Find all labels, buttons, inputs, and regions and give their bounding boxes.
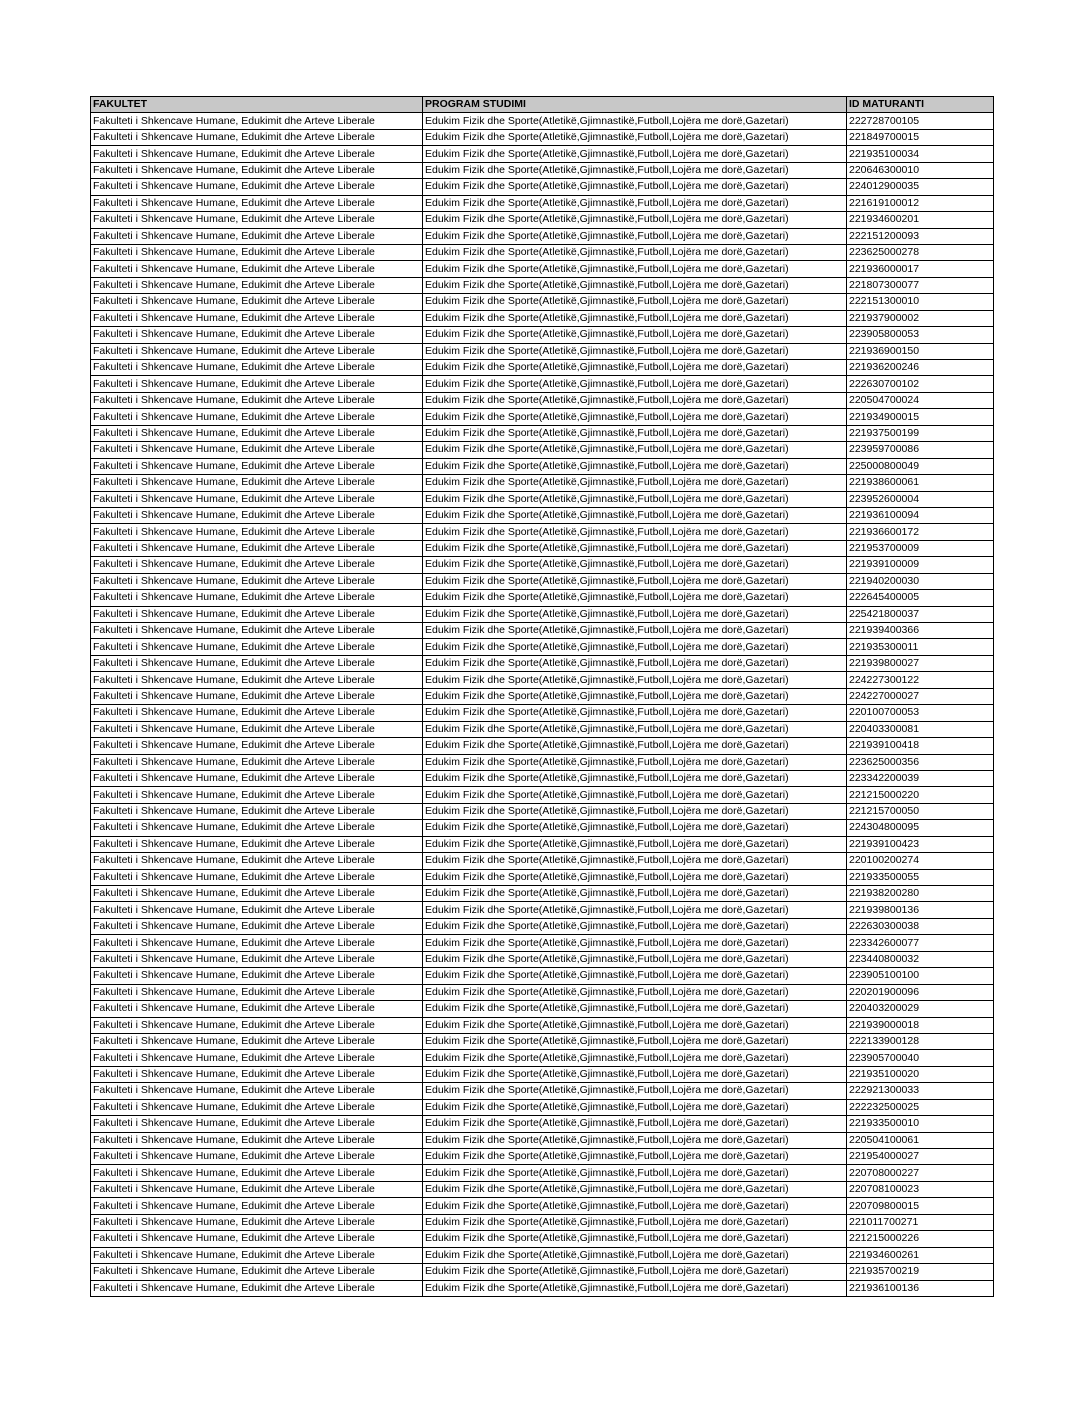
faculty-cell: Fakulteti i Shkencave Humane, Edukimit dhe Arteve Liberale bbox=[91, 294, 423, 310]
program-cell: Edukim Fizik dhe Sporte(Atletikë,Gjimnastikë,Futboll,Lojëra me dorë,Gazetari) bbox=[423, 360, 847, 376]
id-cell: 223440800032 bbox=[847, 951, 994, 967]
id-cell: 220403200029 bbox=[847, 1001, 994, 1017]
id-cell: 224227000027 bbox=[847, 688, 994, 704]
table-row bbox=[91, 886, 994, 902]
id-cell: 220100200274 bbox=[847, 853, 994, 869]
program-cell: Edukim Fizik dhe Sporte(Atletikë,Gjimnastikë,Futboll,Lojëra me dorë,Gazetari) bbox=[423, 1231, 847, 1247]
program-cell: Edukim Fizik dhe Sporte(Atletikë,Gjimnastikë,Futboll,Lojëra me dorë,Gazetari) bbox=[423, 754, 847, 770]
table-row bbox=[91, 738, 994, 754]
faculty-cell: Fakulteti i Shkencave Humane, Edukimit dhe Arteve Liberale bbox=[91, 787, 423, 803]
faculty-cell: Fakulteti i Shkencave Humane, Edukimit dhe Arteve Liberale bbox=[91, 1132, 423, 1148]
id-cell: 221936900150 bbox=[847, 343, 994, 359]
table-row bbox=[91, 179, 994, 195]
program-cell: Edukim Fizik dhe Sporte(Atletikë,Gjimnastikë,Futboll,Lojëra me dorë,Gazetari) bbox=[423, 1033, 847, 1049]
faculty-cell: Fakulteti i Shkencave Humane, Edukimit dhe Arteve Liberale bbox=[91, 1001, 423, 1017]
id-cell: 225421800037 bbox=[847, 606, 994, 622]
table-row bbox=[91, 984, 994, 1000]
id-cell: 222645400005 bbox=[847, 590, 994, 606]
faculty-cell: Fakulteti i Shkencave Humane, Edukimit dhe Arteve Liberale bbox=[91, 1017, 423, 1033]
table-row bbox=[91, 1264, 994, 1280]
id-cell: 221954000027 bbox=[847, 1149, 994, 1165]
faculty-cell: Fakulteti i Shkencave Humane, Edukimit dhe Arteve Liberale bbox=[91, 360, 423, 376]
table-row bbox=[91, 573, 994, 589]
table-row bbox=[91, 705, 994, 721]
program-cell: Edukim Fizik dhe Sporte(Atletikë,Gjimnastikë,Futboll,Lojëra me dorë,Gazetari) bbox=[423, 162, 847, 178]
id-cell: 222151300010 bbox=[847, 294, 994, 310]
table-row bbox=[91, 343, 994, 359]
id-cell: 223342200039 bbox=[847, 770, 994, 786]
program-cell: Edukim Fizik dhe Sporte(Atletikë,Gjimnastikë,Futboll,Lojëra me dorë,Gazetari) bbox=[423, 1149, 847, 1165]
table-row bbox=[91, 162, 994, 178]
program-cell: Edukim Fizik dhe Sporte(Atletikë,Gjimnastikë,Futboll,Lojëra me dorë,Gazetari) bbox=[423, 1099, 847, 1115]
faculty-cell: Fakulteti i Shkencave Humane, Edukimit dhe Arteve Liberale bbox=[91, 1181, 423, 1197]
faculty-cell: Fakulteti i Shkencave Humane, Edukimit dhe Arteve Liberale bbox=[91, 129, 423, 145]
id-cell: 220504100061 bbox=[847, 1132, 994, 1148]
faculty-cell: Fakulteti i Shkencave Humane, Edukimit dhe Arteve Liberale bbox=[91, 212, 423, 228]
table-row bbox=[91, 1165, 994, 1181]
id-cell: 221939100418 bbox=[847, 738, 994, 754]
id-cell: 221934600261 bbox=[847, 1247, 994, 1263]
id-cell: 221953700009 bbox=[847, 540, 994, 556]
id-cell: 221939100009 bbox=[847, 557, 994, 573]
program-cell: Edukim Fizik dhe Sporte(Atletikë,Gjimnastikë,Futboll,Lojëra me dorë,Gazetari) bbox=[423, 705, 847, 721]
faculty-cell: Fakulteti i Shkencave Humane, Edukimit dhe Arteve Liberale bbox=[91, 968, 423, 984]
table-row bbox=[91, 590, 994, 606]
table-row bbox=[91, 1149, 994, 1165]
header-faculty: FAKULTET bbox=[91, 97, 423, 113]
header-row bbox=[91, 97, 994, 113]
table-row bbox=[91, 195, 994, 211]
program-cell: Edukim Fizik dhe Sporte(Atletikë,Gjimnastikë,Futboll,Lojëra me dorë,Gazetari) bbox=[423, 425, 847, 441]
id-cell: 221937900002 bbox=[847, 310, 994, 326]
id-cell: 222151200093 bbox=[847, 228, 994, 244]
id-cell: 222133900128 bbox=[847, 1033, 994, 1049]
table-row bbox=[91, 787, 994, 803]
table-row bbox=[91, 935, 994, 951]
id-cell: 222232500025 bbox=[847, 1099, 994, 1115]
table-row bbox=[91, 623, 994, 639]
program-cell: Edukim Fizik dhe Sporte(Atletikë,Gjimnastikë,Futboll,Lojëra me dorë,Gazetari) bbox=[423, 738, 847, 754]
id-cell: 224227300122 bbox=[847, 672, 994, 688]
id-cell: 221940200030 bbox=[847, 573, 994, 589]
table-row bbox=[91, 524, 994, 540]
faculty-cell: Fakulteti i Shkencave Humane, Edukimit dhe Arteve Liberale bbox=[91, 1050, 423, 1066]
id-cell: 223905700040 bbox=[847, 1050, 994, 1066]
students-table bbox=[90, 96, 994, 1297]
id-cell: 222630700102 bbox=[847, 376, 994, 392]
table-row bbox=[91, 902, 994, 918]
id-cell: 221937500199 bbox=[847, 425, 994, 441]
id-cell: 221936200246 bbox=[847, 360, 994, 376]
program-cell: Edukim Fizik dhe Sporte(Atletikë,Gjimnastikë,Futboll,Lojëra me dorë,Gazetari) bbox=[423, 1214, 847, 1230]
id-cell: 221215700050 bbox=[847, 803, 994, 819]
program-cell: Edukim Fizik dhe Sporte(Atletikë,Gjimnastikë,Futboll,Lojëra me dorë,Gazetari) bbox=[423, 968, 847, 984]
table-row bbox=[91, 688, 994, 704]
table-row bbox=[91, 770, 994, 786]
faculty-cell: Fakulteti i Shkencave Humane, Edukimit dhe Arteve Liberale bbox=[91, 277, 423, 293]
id-cell: 221939800136 bbox=[847, 902, 994, 918]
faculty-cell: Fakulteti i Shkencave Humane, Edukimit dhe Arteve Liberale bbox=[91, 623, 423, 639]
faculty-cell: Fakulteti i Shkencave Humane, Edukimit dhe Arteve Liberale bbox=[91, 1033, 423, 1049]
table-row bbox=[91, 360, 994, 376]
id-cell: 221849700015 bbox=[847, 129, 994, 145]
faculty-cell: Fakulteti i Shkencave Humane, Edukimit dhe Arteve Liberale bbox=[91, 475, 423, 491]
faculty-cell: Fakulteti i Shkencave Humane, Edukimit dhe Arteve Liberale bbox=[91, 853, 423, 869]
id-cell: 221939800027 bbox=[847, 655, 994, 671]
faculty-cell: Fakulteti i Shkencave Humane, Edukimit dhe Arteve Liberale bbox=[91, 1165, 423, 1181]
program-cell: Edukim Fizik dhe Sporte(Atletikë,Gjimnastikë,Futboll,Lojëra me dorë,Gazetari) bbox=[423, 129, 847, 145]
table-row bbox=[91, 655, 994, 671]
program-cell: Edukim Fizik dhe Sporte(Atletikë,Gjimnastikë,Futboll,Lojëra me dorë,Gazetari) bbox=[423, 1280, 847, 1296]
program-cell: Edukim Fizik dhe Sporte(Atletikë,Gjimnastikë,Futboll,Lojëra me dorë,Gazetari) bbox=[423, 294, 847, 310]
table-row bbox=[91, 1198, 994, 1214]
faculty-cell: Fakulteti i Shkencave Humane, Edukimit dhe Arteve Liberale bbox=[91, 1264, 423, 1280]
table-row bbox=[91, 557, 994, 573]
faculty-cell: Fakulteti i Shkencave Humane, Edukimit dhe Arteve Liberale bbox=[91, 820, 423, 836]
faculty-cell: Fakulteti i Shkencave Humane, Edukimit dhe Arteve Liberale bbox=[91, 179, 423, 195]
table-row bbox=[91, 1001, 994, 1017]
id-cell: 221939400366 bbox=[847, 623, 994, 639]
table-row bbox=[91, 820, 994, 836]
id-cell: 220201900096 bbox=[847, 984, 994, 1000]
program-cell: Edukim Fizik dhe Sporte(Atletikë,Gjimnastikë,Futboll,Lojëra me dorë,Gazetari) bbox=[423, 918, 847, 934]
id-cell: 222630300038 bbox=[847, 918, 994, 934]
faculty-cell: Fakulteti i Shkencave Humane, Edukimit dhe Arteve Liberale bbox=[91, 261, 423, 277]
header-program: PROGRAM STUDIMI bbox=[423, 97, 847, 113]
table-row bbox=[91, 392, 994, 408]
faculty-cell: Fakulteti i Shkencave Humane, Edukimit dhe Arteve Liberale bbox=[91, 195, 423, 211]
table-row bbox=[91, 1066, 994, 1082]
program-cell: Edukim Fizik dhe Sporte(Atletikë,Gjimnastikë,Futboll,Lojëra me dorë,Gazetari) bbox=[423, 886, 847, 902]
id-cell: 221807300077 bbox=[847, 277, 994, 293]
faculty-cell: Fakulteti i Shkencave Humane, Edukimit dhe Arteve Liberale bbox=[91, 244, 423, 260]
faculty-cell: Fakulteti i Shkencave Humane, Edukimit dhe Arteve Liberale bbox=[91, 1099, 423, 1115]
table-row bbox=[91, 1017, 994, 1033]
faculty-cell: Fakulteti i Shkencave Humane, Edukimit dhe Arteve Liberale bbox=[91, 524, 423, 540]
table-row bbox=[91, 1247, 994, 1263]
faculty-cell: Fakulteti i Shkencave Humane, Edukimit dhe Arteve Liberale bbox=[91, 705, 423, 721]
table-row bbox=[91, 425, 994, 441]
faculty-cell: Fakulteti i Shkencave Humane, Edukimit dhe Arteve Liberale bbox=[91, 491, 423, 507]
id-cell: 223905100100 bbox=[847, 968, 994, 984]
program-cell: Edukim Fizik dhe Sporte(Atletikë,Gjimnastikë,Futboll,Lojëra me dorë,Gazetari) bbox=[423, 392, 847, 408]
table-row bbox=[91, 1181, 994, 1197]
faculty-cell: Fakulteti i Shkencave Humane, Edukimit dhe Arteve Liberale bbox=[91, 803, 423, 819]
table-row bbox=[91, 244, 994, 260]
faculty-cell: Fakulteti i Shkencave Humane, Edukimit dhe Arteve Liberale bbox=[91, 458, 423, 474]
id-cell: 223905800053 bbox=[847, 327, 994, 343]
table-row bbox=[91, 1050, 994, 1066]
id-cell: 221936600172 bbox=[847, 524, 994, 540]
program-cell: Edukim Fizik dhe Sporte(Atletikë,Gjimnastikë,Futboll,Lojëra me dorë,Gazetari) bbox=[423, 179, 847, 195]
program-cell: Edukim Fizik dhe Sporte(Atletikë,Gjimnastikë,Futboll,Lojëra me dorë,Gazetari) bbox=[423, 984, 847, 1000]
table-row bbox=[91, 1033, 994, 1049]
faculty-cell: Fakulteti i Shkencave Humane, Edukimit dhe Arteve Liberale bbox=[91, 1116, 423, 1132]
program-cell: Edukim Fizik dhe Sporte(Atletikë,Gjimnastikë,Futboll,Lojëra me dorë,Gazetari) bbox=[423, 195, 847, 211]
program-cell: Edukim Fizik dhe Sporte(Atletikë,Gjimnastikë,Futboll,Lojëra me dorë,Gazetari) bbox=[423, 540, 847, 556]
table-row bbox=[91, 442, 994, 458]
table-row bbox=[91, 228, 994, 244]
id-cell: 221939100423 bbox=[847, 836, 994, 852]
table-row bbox=[91, 951, 994, 967]
faculty-cell: Fakulteti i Shkencave Humane, Edukimit dhe Arteve Liberale bbox=[91, 935, 423, 951]
faculty-cell: Fakulteti i Shkencave Humane, Edukimit dhe Arteve Liberale bbox=[91, 1214, 423, 1230]
faculty-cell: Fakulteti i Shkencave Humane, Edukimit dhe Arteve Liberale bbox=[91, 1198, 423, 1214]
program-cell: Edukim Fizik dhe Sporte(Atletikë,Gjimnastikë,Futboll,Lojëra me dorë,Gazetari) bbox=[423, 277, 847, 293]
program-cell: Edukim Fizik dhe Sporte(Atletikë,Gjimnastikë,Futboll,Lojëra me dorë,Gazetari) bbox=[423, 507, 847, 523]
id-cell: 222921300033 bbox=[847, 1083, 994, 1099]
faculty-cell: Fakulteti i Shkencave Humane, Edukimit dhe Arteve Liberale bbox=[91, 754, 423, 770]
table-row bbox=[91, 721, 994, 737]
id-cell: 223625000356 bbox=[847, 754, 994, 770]
program-cell: Edukim Fizik dhe Sporte(Atletikë,Gjimnastikë,Futboll,Lojëra me dorë,Gazetari) bbox=[423, 836, 847, 852]
table-row bbox=[91, 1214, 994, 1230]
faculty-cell: Fakulteti i Shkencave Humane, Edukimit dhe Arteve Liberale bbox=[91, 902, 423, 918]
table-row bbox=[91, 129, 994, 145]
table-row bbox=[91, 869, 994, 885]
program-cell: Edukim Fizik dhe Sporte(Atletikë,Gjimnastikë,Futboll,Lojëra me dorë,Gazetari) bbox=[423, 951, 847, 967]
table-row bbox=[91, 754, 994, 770]
program-cell: Edukim Fizik dhe Sporte(Atletikë,Gjimnastikë,Futboll,Lojëra me dorë,Gazetari) bbox=[423, 1116, 847, 1132]
table-row bbox=[91, 458, 994, 474]
faculty-cell: Fakulteti i Shkencave Humane, Edukimit dhe Arteve Liberale bbox=[91, 573, 423, 589]
faculty-cell: Fakulteti i Shkencave Humane, Edukimit dhe Arteve Liberale bbox=[91, 1231, 423, 1247]
faculty-cell: Fakulteti i Shkencave Humane, Edukimit dhe Arteve Liberale bbox=[91, 507, 423, 523]
faculty-cell: Fakulteti i Shkencave Humane, Edukimit dhe Arteve Liberale bbox=[91, 376, 423, 392]
faculty-cell: Fakulteti i Shkencave Humane, Edukimit dhe Arteve Liberale bbox=[91, 590, 423, 606]
table-body bbox=[91, 113, 994, 1297]
id-cell: 221935100020 bbox=[847, 1066, 994, 1082]
program-cell: Edukim Fizik dhe Sporte(Atletikë,Gjimnastikë,Futboll,Lojëra me dorë,Gazetari) bbox=[423, 228, 847, 244]
program-cell: Edukim Fizik dhe Sporte(Atletikë,Gjimnastikë,Futboll,Lojëra me dorë,Gazetari) bbox=[423, 376, 847, 392]
table-row bbox=[91, 277, 994, 293]
table-row bbox=[91, 639, 994, 655]
table-row bbox=[91, 1132, 994, 1148]
table-row bbox=[91, 606, 994, 622]
faculty-cell: Fakulteti i Shkencave Humane, Edukimit dhe Arteve Liberale bbox=[91, 1280, 423, 1296]
table-row bbox=[91, 146, 994, 162]
id-cell: 220100700053 bbox=[847, 705, 994, 721]
program-cell: Edukim Fizik dhe Sporte(Atletikë,Gjimnastikë,Futboll,Lojëra me dorë,Gazetari) bbox=[423, 1247, 847, 1263]
id-cell: 221939000018 bbox=[847, 1017, 994, 1033]
faculty-cell: Fakulteti i Shkencave Humane, Edukimit dhe Arteve Liberale bbox=[91, 228, 423, 244]
table-row bbox=[91, 803, 994, 819]
program-cell: Edukim Fizik dhe Sporte(Atletikë,Gjimnastikë,Futboll,Lojëra me dorë,Gazetari) bbox=[423, 113, 847, 129]
header-id: ID MATURANTI bbox=[847, 97, 994, 113]
id-cell: 220646300010 bbox=[847, 162, 994, 178]
faculty-cell: Fakulteti i Shkencave Humane, Edukimit dhe Arteve Liberale bbox=[91, 688, 423, 704]
faculty-cell: Fakulteti i Shkencave Humane, Edukimit dhe Arteve Liberale bbox=[91, 918, 423, 934]
id-cell: 224012900035 bbox=[847, 179, 994, 195]
faculty-cell: Fakulteti i Shkencave Humane, Edukimit dhe Arteve Liberale bbox=[91, 672, 423, 688]
faculty-cell: Fakulteti i Shkencave Humane, Edukimit dhe Arteve Liberale bbox=[91, 1149, 423, 1165]
table-row bbox=[91, 409, 994, 425]
program-cell: Edukim Fizik dhe Sporte(Atletikë,Gjimnastikë,Futboll,Lojëra me dorë,Gazetari) bbox=[423, 623, 847, 639]
id-cell: 221936100136 bbox=[847, 1280, 994, 1296]
id-cell: 225000800049 bbox=[847, 458, 994, 474]
program-cell: Edukim Fizik dhe Sporte(Atletikë,Gjimnastikë,Futboll,Lojëra me dorë,Gazetari) bbox=[423, 1264, 847, 1280]
program-cell: Edukim Fizik dhe Sporte(Atletikë,Gjimnastikë,Futboll,Lojëra me dorë,Gazetari) bbox=[423, 343, 847, 359]
id-cell: 221935700219 bbox=[847, 1264, 994, 1280]
program-cell: Edukim Fizik dhe Sporte(Atletikë,Gjimnastikë,Futboll,Lojëra me dorë,Gazetari) bbox=[423, 327, 847, 343]
faculty-cell: Fakulteti i Shkencave Humane, Edukimit dhe Arteve Liberale bbox=[91, 327, 423, 343]
program-cell: Edukim Fizik dhe Sporte(Atletikë,Gjimnastikë,Futboll,Lojëra me dorë,Gazetari) bbox=[423, 820, 847, 836]
faculty-cell: Fakulteti i Shkencave Humane, Edukimit dhe Arteve Liberale bbox=[91, 886, 423, 902]
program-cell: Edukim Fizik dhe Sporte(Atletikë,Gjimnastikë,Futboll,Lojëra me dorë,Gazetari) bbox=[423, 458, 847, 474]
program-cell: Edukim Fizik dhe Sporte(Atletikë,Gjimnastikë,Futboll,Lojëra me dorë,Gazetari) bbox=[423, 639, 847, 655]
id-cell: 221011700271 bbox=[847, 1214, 994, 1230]
program-cell: Edukim Fizik dhe Sporte(Atletikë,Gjimnastikë,Futboll,Lojëra me dorë,Gazetari) bbox=[423, 261, 847, 277]
program-cell: Edukim Fizik dhe Sporte(Atletikë,Gjimnastikë,Futboll,Lojëra me dorë,Gazetari) bbox=[423, 146, 847, 162]
id-cell: 223952600004 bbox=[847, 491, 994, 507]
program-cell: Edukim Fizik dhe Sporte(Atletikë,Gjimnastikë,Futboll,Lojëra me dorë,Gazetari) bbox=[423, 655, 847, 671]
table-row bbox=[91, 491, 994, 507]
table-row bbox=[91, 113, 994, 129]
id-cell: 221935100034 bbox=[847, 146, 994, 162]
table-row bbox=[91, 1116, 994, 1132]
program-cell: Edukim Fizik dhe Sporte(Atletikë,Gjimnastikë,Futboll,Lojëra me dorë,Gazetari) bbox=[423, 1066, 847, 1082]
id-cell: 224304800095 bbox=[847, 820, 994, 836]
id-cell: 221934900015 bbox=[847, 409, 994, 425]
table-row bbox=[91, 1280, 994, 1296]
table-row bbox=[91, 507, 994, 523]
table-row bbox=[91, 327, 994, 343]
program-cell: Edukim Fizik dhe Sporte(Atletikë,Gjimnastikë,Futboll,Lojëra me dorë,Gazetari) bbox=[423, 1132, 847, 1148]
id-cell: 221936000017 bbox=[847, 261, 994, 277]
program-cell: Edukim Fizik dhe Sporte(Atletikë,Gjimnastikë,Futboll,Lojëra me dorë,Gazetari) bbox=[423, 244, 847, 260]
program-cell: Edukim Fizik dhe Sporte(Atletikë,Gjimnastikë,Futboll,Lojëra me dorë,Gazetari) bbox=[423, 1165, 847, 1181]
faculty-cell: Fakulteti i Shkencave Humane, Edukimit dhe Arteve Liberale bbox=[91, 540, 423, 556]
table-row bbox=[91, 212, 994, 228]
program-cell: Edukim Fizik dhe Sporte(Atletikë,Gjimnastikë,Futboll,Lojëra me dorë,Gazetari) bbox=[423, 672, 847, 688]
program-cell: Edukim Fizik dhe Sporte(Atletikë,Gjimnastikë,Futboll,Lojëra me dorë,Gazetari) bbox=[423, 1050, 847, 1066]
program-cell: Edukim Fizik dhe Sporte(Atletikë,Gjimnastikë,Futboll,Lojëra me dorë,Gazetari) bbox=[423, 1198, 847, 1214]
program-cell: Edukim Fizik dhe Sporte(Atletikë,Gjimnastikë,Futboll,Lojëra me dorë,Gazetari) bbox=[423, 853, 847, 869]
id-cell: 221935300011 bbox=[847, 639, 994, 655]
faculty-cell: Fakulteti i Shkencave Humane, Edukimit dhe Arteve Liberale bbox=[91, 425, 423, 441]
id-cell: 221938600061 bbox=[847, 475, 994, 491]
program-cell: Edukim Fizik dhe Sporte(Atletikë,Gjimnastikë,Futboll,Lojëra me dorë,Gazetari) bbox=[423, 1181, 847, 1197]
table-row bbox=[91, 475, 994, 491]
faculty-cell: Fakulteti i Shkencave Humane, Edukimit dhe Arteve Liberale bbox=[91, 1083, 423, 1099]
table-row bbox=[91, 836, 994, 852]
program-cell: Edukim Fizik dhe Sporte(Atletikë,Gjimnastikë,Futboll,Lojëra me dorë,Gazetari) bbox=[423, 935, 847, 951]
id-cell: 223959700086 bbox=[847, 442, 994, 458]
program-cell: Edukim Fizik dhe Sporte(Atletikë,Gjimnastikë,Futboll,Lojëra me dorë,Gazetari) bbox=[423, 1017, 847, 1033]
program-cell: Edukim Fizik dhe Sporte(Atletikë,Gjimnastikë,Futboll,Lojëra me dorë,Gazetari) bbox=[423, 475, 847, 491]
program-cell: Edukim Fizik dhe Sporte(Atletikë,Gjimnastikë,Futboll,Lojëra me dorë,Gazetari) bbox=[423, 721, 847, 737]
program-cell: Edukim Fizik dhe Sporte(Atletikë,Gjimnastikë,Futboll,Lojëra me dorë,Gazetari) bbox=[423, 310, 847, 326]
faculty-cell: Fakulteti i Shkencave Humane, Edukimit dhe Arteve Liberale bbox=[91, 951, 423, 967]
table-row bbox=[91, 1083, 994, 1099]
id-cell: 223625000278 bbox=[847, 244, 994, 260]
id-cell: 221933500010 bbox=[847, 1116, 994, 1132]
id-cell: 220708000227 bbox=[847, 1165, 994, 1181]
faculty-cell: Fakulteti i Shkencave Humane, Edukimit dhe Arteve Liberale bbox=[91, 146, 423, 162]
program-cell: Edukim Fizik dhe Sporte(Atletikë,Gjimnastikë,Futboll,Lojëra me dorë,Gazetari) bbox=[423, 557, 847, 573]
table-row bbox=[91, 310, 994, 326]
id-cell: 223342600077 bbox=[847, 935, 994, 951]
program-cell: Edukim Fizik dhe Sporte(Atletikë,Gjimnastikë,Futboll,Lojëra me dorë,Gazetari) bbox=[423, 524, 847, 540]
program-cell: Edukim Fizik dhe Sporte(Atletikë,Gjimnastikë,Futboll,Lojëra me dorë,Gazetari) bbox=[423, 606, 847, 622]
table-row bbox=[91, 853, 994, 869]
faculty-cell: Fakulteti i Shkencave Humane, Edukimit dhe Arteve Liberale bbox=[91, 721, 423, 737]
program-cell: Edukim Fizik dhe Sporte(Atletikë,Gjimnastikë,Futboll,Lojëra me dorë,Gazetari) bbox=[423, 409, 847, 425]
faculty-cell: Fakulteti i Shkencave Humane, Edukimit dhe Arteve Liberale bbox=[91, 1066, 423, 1082]
table-row bbox=[91, 294, 994, 310]
faculty-cell: Fakulteti i Shkencave Humane, Edukimit dhe Arteve Liberale bbox=[91, 343, 423, 359]
program-cell: Edukim Fizik dhe Sporte(Atletikë,Gjimnastikë,Futboll,Lojëra me dorë,Gazetari) bbox=[423, 212, 847, 228]
table-row bbox=[91, 376, 994, 392]
id-cell: 222728700105 bbox=[847, 113, 994, 129]
faculty-cell: Fakulteti i Shkencave Humane, Edukimit dhe Arteve Liberale bbox=[91, 113, 423, 129]
id-cell: 221934600201 bbox=[847, 212, 994, 228]
program-cell: Edukim Fizik dhe Sporte(Atletikë,Gjimnastikë,Futboll,Lojëra me dorë,Gazetari) bbox=[423, 573, 847, 589]
id-cell: 221938200280 bbox=[847, 886, 994, 902]
id-cell: 221619100012 bbox=[847, 195, 994, 211]
program-cell: Edukim Fizik dhe Sporte(Atletikë,Gjimnastikë,Futboll,Lojëra me dorë,Gazetari) bbox=[423, 688, 847, 704]
program-cell: Edukim Fizik dhe Sporte(Atletikë,Gjimnastikë,Futboll,Lojëra me dorë,Gazetari) bbox=[423, 491, 847, 507]
id-cell: 221933500055 bbox=[847, 869, 994, 885]
program-cell: Edukim Fizik dhe Sporte(Atletikë,Gjimnastikë,Futboll,Lojëra me dorë,Gazetari) bbox=[423, 803, 847, 819]
program-cell: Edukim Fizik dhe Sporte(Atletikë,Gjimnastikë,Futboll,Lojëra me dorë,Gazetari) bbox=[423, 442, 847, 458]
id-cell: 221936100094 bbox=[847, 507, 994, 523]
faculty-cell: Fakulteti i Shkencave Humane, Edukimit dhe Arteve Liberale bbox=[91, 162, 423, 178]
faculty-cell: Fakulteti i Shkencave Humane, Edukimit dhe Arteve Liberale bbox=[91, 655, 423, 671]
program-cell: Edukim Fizik dhe Sporte(Atletikë,Gjimnastikë,Futboll,Lojëra me dorë,Gazetari) bbox=[423, 902, 847, 918]
table-row bbox=[91, 540, 994, 556]
id-cell: 220708100023 bbox=[847, 1181, 994, 1197]
faculty-cell: Fakulteti i Shkencave Humane, Edukimit dhe Arteve Liberale bbox=[91, 770, 423, 786]
faculty-cell: Fakulteti i Shkencave Humane, Edukimit dhe Arteve Liberale bbox=[91, 606, 423, 622]
program-cell: Edukim Fizik dhe Sporte(Atletikë,Gjimnastikë,Futboll,Lojëra me dorë,Gazetari) bbox=[423, 590, 847, 606]
faculty-cell: Fakulteti i Shkencave Humane, Edukimit dhe Arteve Liberale bbox=[91, 1247, 423, 1263]
faculty-cell: Fakulteti i Shkencave Humane, Edukimit dhe Arteve Liberale bbox=[91, 392, 423, 408]
table-row bbox=[91, 1231, 994, 1247]
faculty-cell: Fakulteti i Shkencave Humane, Edukimit dhe Arteve Liberale bbox=[91, 409, 423, 425]
id-cell: 221215000226 bbox=[847, 1231, 994, 1247]
program-cell: Edukim Fizik dhe Sporte(Atletikë,Gjimnastikë,Futboll,Lojëra me dorë,Gazetari) bbox=[423, 787, 847, 803]
program-cell: Edukim Fizik dhe Sporte(Atletikë,Gjimnastikë,Futboll,Lojëra me dorë,Gazetari) bbox=[423, 770, 847, 786]
id-cell: 220403300081 bbox=[847, 721, 994, 737]
faculty-cell: Fakulteti i Shkencave Humane, Edukimit dhe Arteve Liberale bbox=[91, 738, 423, 754]
table-row bbox=[91, 1099, 994, 1115]
id-cell: 220504700024 bbox=[847, 392, 994, 408]
program-cell: Edukim Fizik dhe Sporte(Atletikë,Gjimnastikë,Futboll,Lojëra me dorë,Gazetari) bbox=[423, 869, 847, 885]
faculty-cell: Fakulteti i Shkencave Humane, Edukimit dhe Arteve Liberale bbox=[91, 442, 423, 458]
table-row bbox=[91, 672, 994, 688]
faculty-cell: Fakulteti i Shkencave Humane, Edukimit dhe Arteve Liberale bbox=[91, 869, 423, 885]
table-row bbox=[91, 918, 994, 934]
faculty-cell: Fakulteti i Shkencave Humane, Edukimit dhe Arteve Liberale bbox=[91, 310, 423, 326]
program-cell: Edukim Fizik dhe Sporte(Atletikë,Gjimnastikë,Futboll,Lojëra me dorë,Gazetari) bbox=[423, 1001, 847, 1017]
faculty-cell: Fakulteti i Shkencave Humane, Edukimit dhe Arteve Liberale bbox=[91, 984, 423, 1000]
faculty-cell: Fakulteti i Shkencave Humane, Edukimit dhe Arteve Liberale bbox=[91, 836, 423, 852]
faculty-cell: Fakulteti i Shkencave Humane, Edukimit dhe Arteve Liberale bbox=[91, 557, 423, 573]
id-cell: 220709800015 bbox=[847, 1198, 994, 1214]
id-cell: 221215000220 bbox=[847, 787, 994, 803]
faculty-cell: Fakulteti i Shkencave Humane, Edukimit dhe Arteve Liberale bbox=[91, 639, 423, 655]
table-row bbox=[91, 261, 994, 277]
table-row bbox=[91, 968, 994, 984]
program-cell: Edukim Fizik dhe Sporte(Atletikë,Gjimnastikë,Futboll,Lojëra me dorë,Gazetari) bbox=[423, 1083, 847, 1099]
